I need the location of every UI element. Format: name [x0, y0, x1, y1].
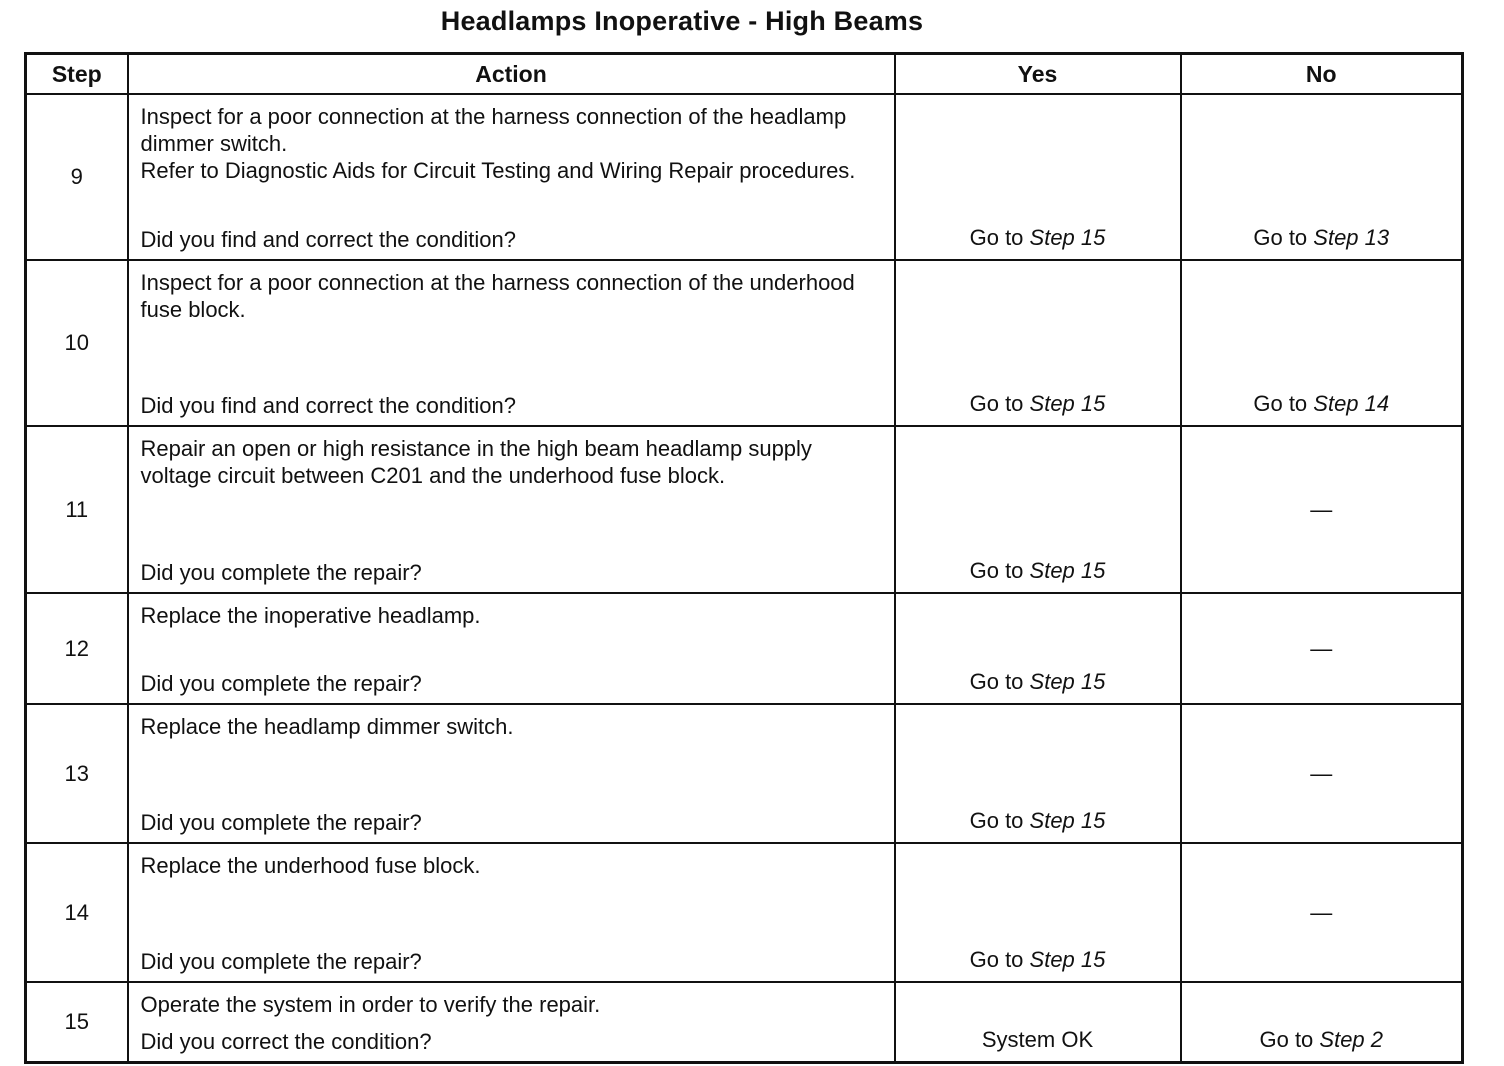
no-prefix: Go to [1253, 225, 1314, 250]
yes-cell [895, 94, 1181, 260]
action-question: Did you complete the repair? [140, 671, 422, 696]
no-outcome [1182, 261, 1462, 425]
action-cell [128, 260, 895, 426]
action-question: Did you complete the repair? [140, 949, 422, 974]
action-text: Operate the system in order to verify the repair. [140, 992, 601, 1017]
yes-prefix: Go to [969, 391, 1030, 416]
action-text: Replace the headlamp dimmer switch. [140, 714, 514, 739]
yes-outcome [896, 427, 1180, 592]
action-content [141, 602, 882, 697]
no-step-link: Step 13 [1313, 225, 1390, 250]
yes-step-link: Step 15 [1029, 947, 1106, 972]
action-cell [128, 704, 895, 843]
header-action: Action [128, 54, 895, 95]
action-content [141, 713, 882, 836]
yes-outcome [896, 705, 1180, 842]
yes-cell [895, 982, 1181, 1063]
yes-outcome [896, 983, 1180, 1061]
table-row [26, 94, 1463, 260]
action-content [141, 991, 882, 1055]
header-no: No [1181, 54, 1463, 95]
no-dash: — [1310, 496, 1333, 522]
action-cell [128, 593, 895, 704]
action-text: Replace the underhood fuse block. [140, 853, 481, 878]
yes-step-link: Step 15 [1029, 558, 1106, 583]
step-number: 15 [26, 982, 128, 1063]
yes-cell [895, 593, 1181, 704]
no-cell [1181, 704, 1463, 843]
step-number: 12 [26, 593, 128, 704]
action-text: Repair an open or high resistance in the high beam headlamp supply voltage circuit between C201 and the underhood fuse block. [140, 436, 812, 488]
yes-step-link: Step 15 [1029, 225, 1106, 250]
yes-outcome [896, 261, 1180, 425]
no-prefix: Go to [1253, 391, 1314, 416]
no-dash: — [1310, 760, 1333, 786]
action-text: Inspect for a poor connection at the harness connection of the underhood fuse block. [140, 270, 855, 322]
yes-prefix: Go to [969, 947, 1030, 972]
page-title: Headlamps Inoperative - High Beams [440, 6, 924, 36]
action-question: Did you complete the repair? [140, 810, 422, 835]
action-content [141, 435, 882, 586]
step-number: 10 [26, 260, 128, 426]
step-number: 13 [26, 704, 128, 843]
table-row [26, 704, 1463, 843]
no-cell [1181, 593, 1463, 704]
action-text: Replace the inoperative headlamp. [140, 603, 481, 628]
yes-prefix: Go to [969, 225, 1030, 250]
yes-prefix: Go to [969, 669, 1030, 694]
action-cell [128, 843, 895, 982]
yes-step-link: Step 15 [1029, 669, 1106, 694]
table-row [26, 426, 1463, 593]
yes-outcome [896, 844, 1180, 981]
no-step-link: Step 14 [1313, 391, 1390, 416]
step-number: 14 [26, 843, 128, 982]
yes-prefix: Go to [969, 558, 1030, 583]
no-dash: — [1310, 635, 1333, 661]
action-question: Did you find and correct the condition? [140, 393, 516, 418]
action-question: Did you find and correct the condition? [140, 227, 516, 252]
yes-text: System OK [981, 1027, 1094, 1052]
yes-cell [895, 426, 1181, 593]
action-content [141, 103, 882, 253]
table-row [26, 593, 1463, 704]
no-outcome [1182, 983, 1462, 1061]
action-question: Did you correct the condition? [140, 1029, 432, 1054]
yes-cell [895, 843, 1181, 982]
no-cell [1181, 843, 1463, 982]
action-cell [128, 94, 895, 260]
yes-step-link: Step 15 [1029, 391, 1106, 416]
yes-prefix: Go to [969, 808, 1030, 833]
diagnostic-table [24, 52, 1464, 1064]
table-row [26, 982, 1463, 1063]
no-prefix: Go to [1259, 1027, 1320, 1052]
action-cell [128, 982, 895, 1063]
header-row [26, 54, 1463, 95]
no-step-link: Step 2 [1319, 1027, 1384, 1052]
action-cell [128, 426, 895, 593]
yes-outcome [896, 594, 1180, 703]
no-dash: — [1310, 899, 1333, 925]
action-question: Did you complete the repair? [140, 560, 422, 585]
table-row [26, 843, 1463, 982]
yes-step-link: Step 15 [1029, 808, 1106, 833]
no-outcome [1182, 95, 1462, 259]
step-number: 11 [26, 426, 128, 593]
step-number: 9 [26, 94, 128, 260]
no-cell [1181, 94, 1463, 260]
table-row [26, 260, 1463, 426]
yes-outcome [896, 95, 1180, 259]
yes-cell [895, 260, 1181, 426]
header-yes: Yes [895, 54, 1181, 95]
header-step: Step [26, 54, 128, 95]
yes-cell [895, 704, 1181, 843]
action-content [141, 269, 882, 419]
action-text: Refer to Diagnostic Aids for Circuit Testing and Wiring Repair procedures. [140, 158, 856, 183]
action-content [141, 852, 882, 975]
action-text: Inspect for a poor connection at the harness connection of the headlamp dimmer switch. [140, 104, 847, 156]
no-cell [1181, 426, 1463, 593]
no-cell [1181, 260, 1463, 426]
no-cell [1181, 982, 1463, 1063]
